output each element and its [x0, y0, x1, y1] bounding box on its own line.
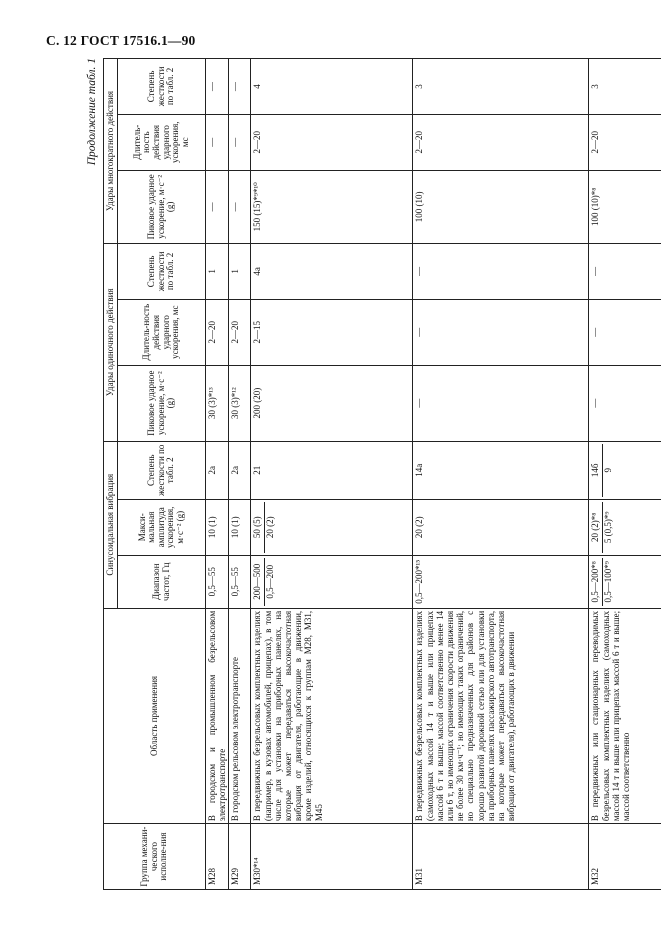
- table-body: [206, 59, 661, 890]
- cell-single-duration: 2—20: [229, 299, 251, 365]
- header-multi-hardness: Степень жесткости по табл. 2: [118, 59, 206, 115]
- cell-single-hardness: 4а: [251, 244, 413, 300]
- cell-max-acc: [229, 499, 251, 555]
- cell-multi-peak: —: [206, 170, 229, 243]
- cell-area: В городском и промышленном безрельсовом электротранспорте: [206, 608, 229, 823]
- cell-sin-hardness: [589, 441, 661, 499]
- cell-multi-hardness: 3: [589, 59, 661, 115]
- page-header: С. 12 ГОСТ 17516.1—90: [46, 33, 196, 48]
- table-row: [206, 59, 229, 890]
- cell-multi-duration: 2—20: [251, 114, 413, 170]
- cell-multi-duration: —: [229, 114, 251, 170]
- cell-area: В городском рельсовом электротранспорте: [229, 608, 251, 823]
- cell-single-hardness: 1: [229, 244, 251, 300]
- cell-max-acc-value: 10 (1): [207, 516, 217, 539]
- header-multi-peak: Пиковое ударное ускорение, м·с⁻² (g): [118, 170, 206, 243]
- cell-single-hardness: —: [589, 244, 661, 300]
- cell-single-hardness: —: [413, 244, 589, 300]
- cell-sin-hardness: [229, 441, 251, 499]
- cell-multi-peak: 100 (10): [413, 170, 589, 243]
- cell-single-duration: 2—15: [251, 299, 413, 365]
- table-row: [413, 59, 589, 890]
- cell-area: В передвижных безрельсовых комплектных изделиях (самоходных массой 14 т и выше или прицепах массой 6 т и выше; массой соответственно менее 14 или 6 т, но имеющих ограничения скорости движения не более 30 км·ч⁻¹; но имеющих таких ограничений, но специально предназначенных для районов с хорошо развитой дорожной сетью или для установки на приборных панелях пассажирского автотранспорта, на которые может передаваться высокочастотная вибрация от двигателя), работающих в движении: [413, 608, 589, 823]
- cell-multi-duration: 2—20: [589, 114, 661, 170]
- header-max-acc: Макси-мальная амплитуда ускорения, м·с⁻² (g): [118, 499, 206, 555]
- cell-multi-hardness: —: [229, 59, 251, 115]
- header-sin: Синусоидальная вибрация: [104, 441, 118, 608]
- cell-freq: [229, 555, 251, 608]
- cell-sin-hardness: [251, 441, 413, 499]
- cell-single-hardness: 1: [206, 244, 229, 300]
- cell-group: М29: [229, 824, 251, 890]
- cell-single-peak: 30 (3)*¹³: [206, 365, 229, 441]
- header-sin-hardness: Степень жесткости по табл. 2: [118, 441, 206, 499]
- cell-freq-value: 0,5—200: [264, 558, 275, 606]
- cell-freq-value: 200—500: [252, 563, 263, 600]
- cell-sin-hardness-value: 9: [602, 444, 613, 497]
- cell-sin-hardness: [206, 441, 229, 499]
- cell-max-acc: [251, 499, 413, 555]
- cell-multi-peak: 100 (10)*⁸: [589, 170, 661, 243]
- cell-multi-hardness: 4: [251, 59, 413, 115]
- rotated-table-page: [85, 58, 632, 890]
- header-multi-duration: Длитель-ность действия ударного ускорения, мс: [118, 114, 206, 170]
- cell-freq: [413, 555, 589, 608]
- table-row: [251, 59, 413, 890]
- header-freq: Диапазон частот, Гц: [118, 555, 206, 608]
- cell-freq: [206, 555, 229, 608]
- header-single-peak: Пиковое ударное ускорение, м·с⁻² (g): [118, 365, 206, 441]
- cell-sin-hardness-value: 2а: [230, 466, 241, 475]
- cell-single-duration: —: [589, 299, 661, 365]
- header-single-duration: Длитель-ность действия ударного ускорения, мс: [118, 299, 206, 365]
- cell-multi-hardness: —: [206, 59, 229, 115]
- data-table: [103, 58, 661, 890]
- cell-single-duration: 2—20: [206, 299, 229, 365]
- cell-max-acc-value: 10 (1): [230, 516, 241, 539]
- cell-group: М31: [413, 824, 589, 890]
- header-group: Группа механи-ческого исполне-ния: [104, 824, 206, 890]
- cell-freq-value: 0,5—55: [207, 567, 217, 597]
- cell-single-peak: —: [589, 365, 661, 441]
- cell-sin-hardness-value: 2а: [207, 466, 217, 475]
- cell-max-acc: [589, 499, 661, 555]
- cell-multi-peak: —: [229, 170, 251, 243]
- cell-max-acc-value: 20 (2): [264, 502, 275, 553]
- header-multi: Удары многократного действия: [104, 59, 118, 244]
- cell-freq-value: 0,5—100*⁹: [602, 558, 613, 606]
- cell-freq-value: 0,5—200*⁸: [590, 561, 601, 603]
- cell-freq: [251, 555, 413, 608]
- header-area: Область применения: [104, 608, 206, 823]
- cell-single-duration: —: [413, 299, 589, 365]
- header-single-hardness: Степень жесткости по табл. 2: [118, 244, 206, 300]
- cell-freq-value: 0,5—55: [230, 567, 241, 597]
- cell-freq: [589, 555, 661, 608]
- table-row: [589, 59, 661, 890]
- cell-group: М32: [589, 824, 661, 890]
- table-row: [229, 59, 251, 890]
- cell-max-acc-value: 50 (5): [252, 516, 263, 539]
- header-single: Удары одиночного действия: [104, 244, 118, 442]
- cell-single-peak: 200 (20): [251, 365, 413, 441]
- cell-group: М28: [206, 824, 229, 890]
- cell-multi-duration: 2—20: [413, 114, 589, 170]
- cell-max-acc: [206, 499, 229, 555]
- cell-sin-hardness: [413, 441, 589, 499]
- cell-multi-peak: 150 (15)*⁹*¹⁰: [251, 170, 413, 243]
- cell-sin-hardness-value: 14б: [590, 463, 601, 478]
- cell-max-acc-value: 20 (2)*⁸: [590, 512, 601, 542]
- cell-max-acc-value: 5 (0,5)*⁹: [602, 502, 613, 553]
- cell-multi-hardness: 3: [413, 59, 589, 115]
- cell-area: В передвижных или стационарных переводимых безрельсовых комплектных изделиях (самоходных массой 14 т и выше или прицепах массой 6 т и выше; массой соответственно: [589, 608, 661, 823]
- cell-freq-value: 0,5—200*¹⁵: [414, 559, 425, 604]
- cell-single-peak: —: [413, 365, 589, 441]
- cell-multi-duration: —: [206, 114, 229, 170]
- cell-area: В передвижных безрельсовых комплектных изделиях (например, в кузовах автомобилей, прицепах), в том числе для установки на приборных панелях, на которые может передаваться высокочастотная вибрация от двигателя, работающие в движении, кроме изделий, относящихся к группам М28, М31, М45: [251, 608, 413, 823]
- cell-sin-hardness-value: 21: [252, 465, 263, 475]
- cell-single-peak: 30 (3)*¹²: [229, 365, 251, 441]
- cell-group: М30*¹⁴: [251, 824, 413, 890]
- table-caption: Продолжение табл. 1: [86, 58, 98, 166]
- cell-sin-hardness-value: 14а: [414, 463, 425, 477]
- cell-max-acc-value: 20 (2): [414, 516, 425, 539]
- cell-max-acc: [413, 499, 589, 555]
